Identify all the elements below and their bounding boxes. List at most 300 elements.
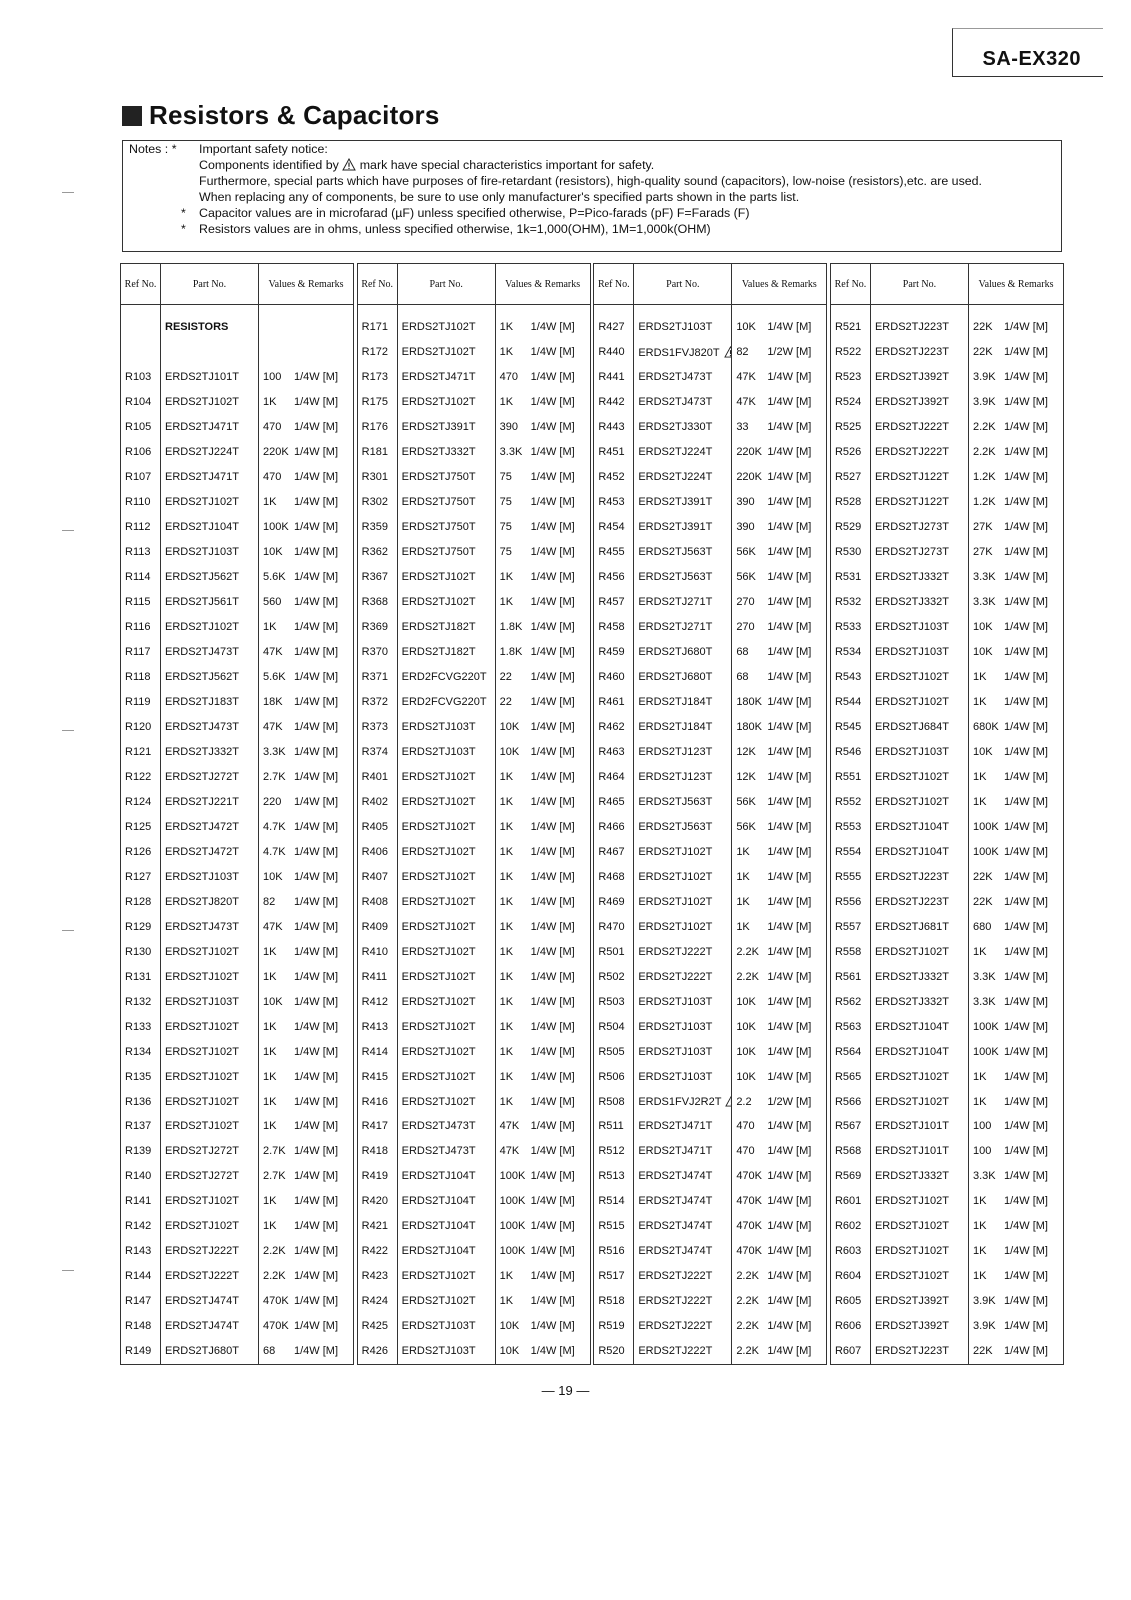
part-no: ERDS2TJ103T	[397, 1314, 495, 1339]
value-remarks	[968, 340, 1063, 365]
remarks: 1/4W [M]	[530, 521, 575, 534]
part-no: ERDS2TJ182T	[397, 640, 495, 665]
remarks: 1/4W [M]	[1003, 496, 1048, 509]
table-row	[594, 1314, 827, 1339]
part-no: ERDS2TJ474T	[634, 1164, 732, 1189]
value: 3.3K	[972, 995, 996, 1008]
part-no: ERDS2TJ104T	[397, 1214, 495, 1239]
ref-no: R456	[594, 565, 634, 590]
remarks: 1/4W [M]	[1003, 1345, 1048, 1358]
value-remarks	[968, 764, 1063, 789]
remarks: 1/4W [M]	[1003, 646, 1048, 659]
ref-no: R176	[357, 415, 397, 440]
part-header: Part No.	[870, 264, 968, 305]
table-row	[357, 889, 590, 914]
value: 220K	[736, 446, 763, 459]
value: 100K	[972, 1045, 999, 1058]
part-no: ERDS2TJ103T	[161, 989, 259, 1014]
remarks: 1/4W [M]	[1003, 1095, 1048, 1108]
ref-no: R422	[357, 1239, 397, 1264]
remarks: 1/4W [M]	[294, 1270, 339, 1283]
remarks: 1/4W [M]	[767, 1170, 812, 1183]
part-no: ERDS2TJ224T	[161, 440, 259, 465]
table-row	[830, 1064, 1063, 1089]
part-no: ERDS2TJ102T	[870, 789, 968, 814]
remarks: 1/4W [M]	[294, 1145, 339, 1158]
remarks: 1/4W [M]	[530, 820, 575, 833]
ref-no: R143	[121, 1239, 161, 1264]
notes-line-2	[199, 157, 654, 173]
value: 10K	[972, 621, 993, 634]
remarks: 1/4W [M]	[294, 1345, 339, 1358]
table-row	[121, 1264, 354, 1289]
value-remarks	[968, 964, 1063, 989]
remarks: 1/4W [M]	[530, 471, 575, 484]
ref-no: R171	[357, 315, 397, 340]
ref-no: R519	[594, 1314, 634, 1339]
value-remarks	[968, 989, 1063, 1014]
table-row	[357, 989, 590, 1014]
ref-header: Ref No.	[594, 264, 634, 305]
value-remarks	[732, 465, 827, 490]
table-row	[830, 365, 1063, 390]
table-row	[357, 490, 590, 515]
table-row	[121, 1064, 354, 1089]
value: 1K	[263, 1045, 277, 1058]
value-remarks	[732, 789, 827, 814]
value-remarks	[968, 1164, 1063, 1189]
table-row	[121, 665, 354, 690]
value-remarks	[968, 1064, 1063, 1089]
value: 470	[736, 1145, 755, 1158]
table-row	[594, 640, 827, 665]
table-row	[357, 415, 590, 440]
ref-no: R544	[830, 690, 870, 715]
table-row	[357, 465, 590, 490]
ref-no: R415	[357, 1064, 397, 1089]
value: 1K	[736, 845, 750, 858]
value: 22	[499, 696, 512, 709]
ref-no: R132	[121, 989, 161, 1014]
notes-line-2b: mark have special characteristics important for safety.	[359, 158, 655, 172]
value: 100K	[499, 1220, 526, 1233]
remarks: 1/4W [M]	[1003, 321, 1048, 334]
ref-no: R112	[121, 515, 161, 540]
value-remarks	[259, 1039, 354, 1064]
ref-no: R602	[830, 1214, 870, 1239]
part-no: ERDS2TJ102T	[161, 1114, 259, 1139]
ref-no: R421	[357, 1214, 397, 1239]
ref-no: R457	[594, 590, 634, 615]
ref-no: R464	[594, 764, 634, 789]
value: 75	[499, 496, 512, 509]
table-row	[594, 665, 827, 690]
remarks: 1/4W [M]	[1003, 1320, 1048, 1333]
value-remarks	[968, 1264, 1063, 1289]
table-row	[594, 440, 827, 465]
part-no: ERDS2TJ391T	[397, 415, 495, 440]
ref-no: R103	[121, 365, 161, 390]
value: 33	[736, 421, 749, 434]
ref-no: R127	[121, 864, 161, 889]
value: 82	[736, 346, 749, 359]
value-remarks	[259, 640, 354, 665]
part-no: ERDS2TJ392T	[870, 390, 968, 415]
table-row	[830, 315, 1063, 340]
value: 22K	[972, 346, 993, 359]
ref-no: R455	[594, 540, 634, 565]
value: 82	[263, 895, 276, 908]
table-row	[830, 939, 1063, 964]
part-no: ERDS2TJ102T	[397, 864, 495, 889]
value: 56K	[736, 820, 756, 833]
ref-no: R459	[594, 640, 634, 665]
remarks: 1/4W [M]	[1003, 970, 1048, 983]
remarks: 1/4W [M]	[530, 1120, 575, 1133]
value-remarks	[495, 315, 590, 340]
value: 2.2K	[736, 1320, 759, 1333]
remarks: 1/4W [M]	[530, 1220, 575, 1233]
remarks: 1/4W [M]	[767, 770, 812, 783]
remarks: 1/4W [M]	[530, 446, 575, 459]
part-no: ERDS2TJ102T	[397, 1039, 495, 1064]
ref-no: R104	[121, 390, 161, 415]
table-row	[830, 1164, 1063, 1189]
ref-no: R427	[594, 315, 634, 340]
value: 3.3K	[499, 446, 523, 459]
table-row	[357, 739, 590, 764]
table-row	[357, 1089, 590, 1114]
parts-table	[120, 263, 354, 1365]
part-no: ERDS2TJ102T	[870, 939, 968, 964]
remarks: 1/4W [M]	[294, 820, 339, 833]
value-remarks	[732, 814, 827, 839]
value: 270	[736, 596, 755, 609]
ref-no: R508	[594, 1089, 634, 1114]
value: 390	[736, 496, 755, 509]
value-remarks	[968, 715, 1063, 740]
table-row	[594, 789, 827, 814]
remarks: 1/4W [M]	[1003, 421, 1048, 434]
table-row	[830, 665, 1063, 690]
table-row	[594, 1189, 827, 1214]
part-no: ERDS2TJ223T	[870, 864, 968, 889]
value-remarks	[259, 1314, 354, 1339]
table-row	[357, 315, 590, 340]
value-remarks	[732, 615, 827, 640]
ref-no: R416	[357, 1089, 397, 1114]
value-remarks	[495, 1264, 590, 1289]
value-remarks	[968, 690, 1063, 715]
remarks: 1/4W [M]	[530, 945, 575, 958]
notes-label: Notes : *	[129, 142, 177, 156]
value: 1K	[499, 995, 514, 1008]
value-remarks	[259, 540, 354, 565]
values-header: Values & Remarks	[732, 264, 827, 305]
ref-no: R504	[594, 1014, 634, 1039]
ref-no: R551	[830, 764, 870, 789]
part-no: ERDS2TJ102T	[397, 814, 495, 839]
value-remarks	[259, 440, 354, 465]
remarks: 1/4W [M]	[530, 1320, 575, 1333]
part-no: ERDS2TJ104T	[870, 1039, 968, 1064]
value: 2.2K	[736, 1270, 759, 1283]
value-remarks	[968, 739, 1063, 764]
value-remarks	[495, 1139, 590, 1164]
remarks: 1/4W [M]	[1003, 1195, 1048, 1208]
part-no: ERDS2TJ474T	[634, 1189, 732, 1214]
value: 2.7K	[263, 1170, 286, 1183]
value: 100K	[972, 820, 999, 833]
ref-no: R566	[830, 1089, 870, 1114]
table-row	[830, 764, 1063, 789]
remarks: 1/4W [M]	[530, 770, 575, 783]
ref-header: Ref No.	[121, 264, 161, 305]
value-remarks	[259, 390, 354, 415]
table-row	[594, 914, 827, 939]
remarks: 1/4W [M]	[767, 571, 812, 584]
table-row	[594, 1339, 827, 1364]
value: 22	[499, 671, 512, 684]
value: 1K	[499, 1295, 514, 1308]
value-remarks	[968, 315, 1063, 340]
value-remarks	[968, 1239, 1063, 1264]
part-no: ERDS2TJ680T	[634, 640, 732, 665]
table-row	[121, 465, 354, 490]
part-no: ERDS2TJ102T	[161, 964, 259, 989]
ref-no: R531	[830, 565, 870, 590]
part-no: ERDS2TJ224T	[634, 440, 732, 465]
value: 470K	[736, 1220, 763, 1233]
ref-no: R302	[357, 490, 397, 515]
value: 100K	[972, 1020, 999, 1033]
ref-no: R137	[121, 1114, 161, 1139]
part-no: ERDS2TJ222T	[634, 1314, 732, 1339]
part-no: ERDS2TJ222T	[634, 1339, 732, 1364]
table-row	[357, 914, 590, 939]
part-no: ERDS2TJ104T	[870, 1014, 968, 1039]
ref-no: R462	[594, 715, 634, 740]
ref-no: R414	[357, 1039, 397, 1064]
part-no: ERDS2TJ101T	[870, 1114, 968, 1139]
ref-no: R605	[830, 1289, 870, 1314]
remarks: 1/4W [M]	[767, 820, 812, 833]
value: 10K	[736, 995, 756, 1008]
ref-no: R125	[121, 814, 161, 839]
value-remarks	[732, 939, 827, 964]
remarks: 1/4W [M]	[294, 1195, 339, 1208]
part-no: ERDS2TJ473T	[161, 640, 259, 665]
value-remarks	[968, 814, 1063, 839]
value-remarks	[732, 1064, 827, 1089]
table-row	[830, 1139, 1063, 1164]
remarks: 1/4W [M]	[530, 546, 575, 559]
value-remarks	[259, 715, 354, 740]
part-no: ERDS2TJ104T	[870, 814, 968, 839]
part-no: ERDS2TJ223T	[870, 1339, 968, 1364]
ref-no: R370	[357, 640, 397, 665]
remarks: 1/4W [M]	[767, 1345, 812, 1358]
value-remarks	[732, 490, 827, 515]
table-row	[357, 1039, 590, 1064]
part-no: ERDS2TJ332T	[870, 590, 968, 615]
value-remarks	[732, 390, 827, 415]
part-no: ERDS2TJ102T	[397, 1089, 495, 1114]
table-row	[357, 390, 590, 415]
remarks: 1/4W [M]	[294, 396, 339, 409]
part-no: ERDS2TJ102T	[397, 764, 495, 789]
remarks: 1/4W [M]	[1003, 870, 1048, 883]
value: 470K	[263, 1295, 289, 1308]
table-row	[594, 590, 827, 615]
value: 2.2K	[736, 1345, 759, 1358]
ref-no: R528	[830, 490, 870, 515]
value: 1K	[499, 1045, 514, 1058]
value-remarks	[495, 515, 590, 540]
value: 10K	[263, 870, 283, 883]
remarks: 1/4W [M]	[767, 1120, 812, 1133]
ref-no: R139	[121, 1139, 161, 1164]
value-remarks	[259, 690, 354, 715]
value-remarks	[495, 1114, 590, 1139]
remarks: 1/4W [M]	[530, 396, 575, 409]
part-no: ERDS2TJ223T	[870, 889, 968, 914]
part-no: ERDS2TJ102T	[397, 315, 495, 340]
remarks: 1/4W [M]	[1003, 446, 1048, 459]
table-row	[594, 939, 827, 964]
ref-no: R529	[830, 515, 870, 540]
table-row	[594, 1289, 827, 1314]
parts-table	[593, 263, 827, 1365]
part-no: ERDS2TJ473T	[397, 1139, 495, 1164]
value: 3.9K	[972, 396, 996, 409]
table-row	[594, 565, 827, 590]
value-remarks	[732, 415, 827, 440]
table-row	[594, 490, 827, 515]
part-no: ERDS2TJ103T	[397, 739, 495, 764]
part-no: ERDS2TJ223T	[870, 340, 968, 365]
table-row	[121, 939, 354, 964]
value-remarks	[495, 465, 590, 490]
table-row	[357, 964, 590, 989]
table-spacer-row	[830, 305, 1063, 316]
value: 470K	[736, 1195, 763, 1208]
value-remarks	[732, 515, 827, 540]
part-no: ERDS2TJ221T	[161, 789, 259, 814]
part-no: ERDS2TJ103T	[397, 1339, 495, 1364]
table-row	[830, 814, 1063, 839]
part-no	[634, 1089, 732, 1114]
remarks: 1/4W [M]	[530, 421, 575, 434]
value: 1K	[499, 321, 514, 334]
margin-mark	[62, 530, 74, 531]
part-no: ERDS2TJ272T	[161, 1139, 259, 1164]
margin-mark	[62, 192, 74, 193]
part-no: ERDS2TJ820T	[161, 889, 259, 914]
part-no: ERDS2TJ102T	[870, 1089, 968, 1114]
ref-no: R524	[830, 390, 870, 415]
ref-no: R557	[830, 914, 870, 939]
part-no: ERDS2TJ101T	[870, 1139, 968, 1164]
part-no: ERDS2TJ102T	[870, 1264, 968, 1289]
value: 100	[972, 1145, 992, 1158]
value: 1K	[972, 1245, 987, 1258]
remarks: 1/4W [M]	[767, 1195, 812, 1208]
part-no: ERDS2TJ182T	[397, 615, 495, 640]
table-row	[830, 340, 1063, 365]
remarks: 1/4W [M]	[1003, 920, 1048, 933]
value-remarks	[968, 1289, 1063, 1314]
parts-table	[830, 263, 1064, 1365]
value: 2.2K	[263, 1245, 286, 1258]
part-no: ERDS2TJ680T	[634, 665, 732, 690]
value: 470	[263, 421, 282, 434]
value-remarks	[259, 465, 354, 490]
value: 1K	[499, 920, 514, 933]
part-no: ERDS2TJ102T	[870, 1214, 968, 1239]
remarks: 1/4W [M]	[767, 1295, 812, 1308]
part-no: ERDS2TJ102T	[634, 864, 732, 889]
remarks: 1/4W [M]	[530, 870, 575, 883]
section-heading	[122, 100, 440, 131]
value: 75	[499, 546, 512, 559]
table-row	[121, 315, 354, 340]
ref-no: R458	[594, 615, 634, 640]
remarks: 1/4W [M]	[1003, 795, 1048, 808]
part-no: ERDS2TJ332T	[870, 964, 968, 989]
value-remarks	[259, 939, 354, 964]
value-remarks	[968, 515, 1063, 540]
value: 100	[972, 1120, 992, 1133]
ref-no: R506	[594, 1064, 634, 1089]
value: 1K	[972, 795, 987, 808]
remarks: 1/4W [M]	[294, 646, 339, 659]
value: 1K	[499, 820, 514, 833]
table-row	[830, 1114, 1063, 1139]
table-row	[830, 1014, 1063, 1039]
ref-no: R502	[594, 964, 634, 989]
part-no: ERDS2TJ332T	[870, 1164, 968, 1189]
part-no: ERDS2TJ471T	[397, 365, 495, 390]
value-remarks	[732, 340, 827, 365]
value-remarks	[968, 1139, 1063, 1164]
ref-no: R135	[121, 1064, 161, 1089]
value: 1K	[263, 1220, 277, 1233]
value-remarks	[495, 939, 590, 964]
ref-no: R512	[594, 1139, 634, 1164]
value: 75	[499, 521, 512, 534]
ref-no: R175	[357, 390, 397, 415]
part-no: ERDS2TJ103T	[397, 715, 495, 740]
value: 12K	[736, 745, 756, 758]
table-row	[594, 1114, 827, 1139]
part-no: ERDS2TJ562T	[161, 665, 259, 690]
table-row	[357, 1164, 590, 1189]
table-row	[594, 315, 827, 340]
remarks: 1/4W [M]	[1003, 845, 1048, 858]
value-remarks	[732, 1139, 827, 1164]
value: 3.3K	[972, 571, 996, 584]
ref-no: R120	[121, 715, 161, 740]
part-no: ERDS2TJ330T	[634, 415, 732, 440]
table-row	[830, 615, 1063, 640]
ref-no: R144	[121, 1264, 161, 1289]
value: 220K	[263, 446, 289, 459]
value: 1K	[263, 1120, 277, 1133]
part-no: ERDS2TJ102T	[397, 939, 495, 964]
table-row	[594, 864, 827, 889]
remarks: 1/4W [M]	[1003, 995, 1048, 1008]
